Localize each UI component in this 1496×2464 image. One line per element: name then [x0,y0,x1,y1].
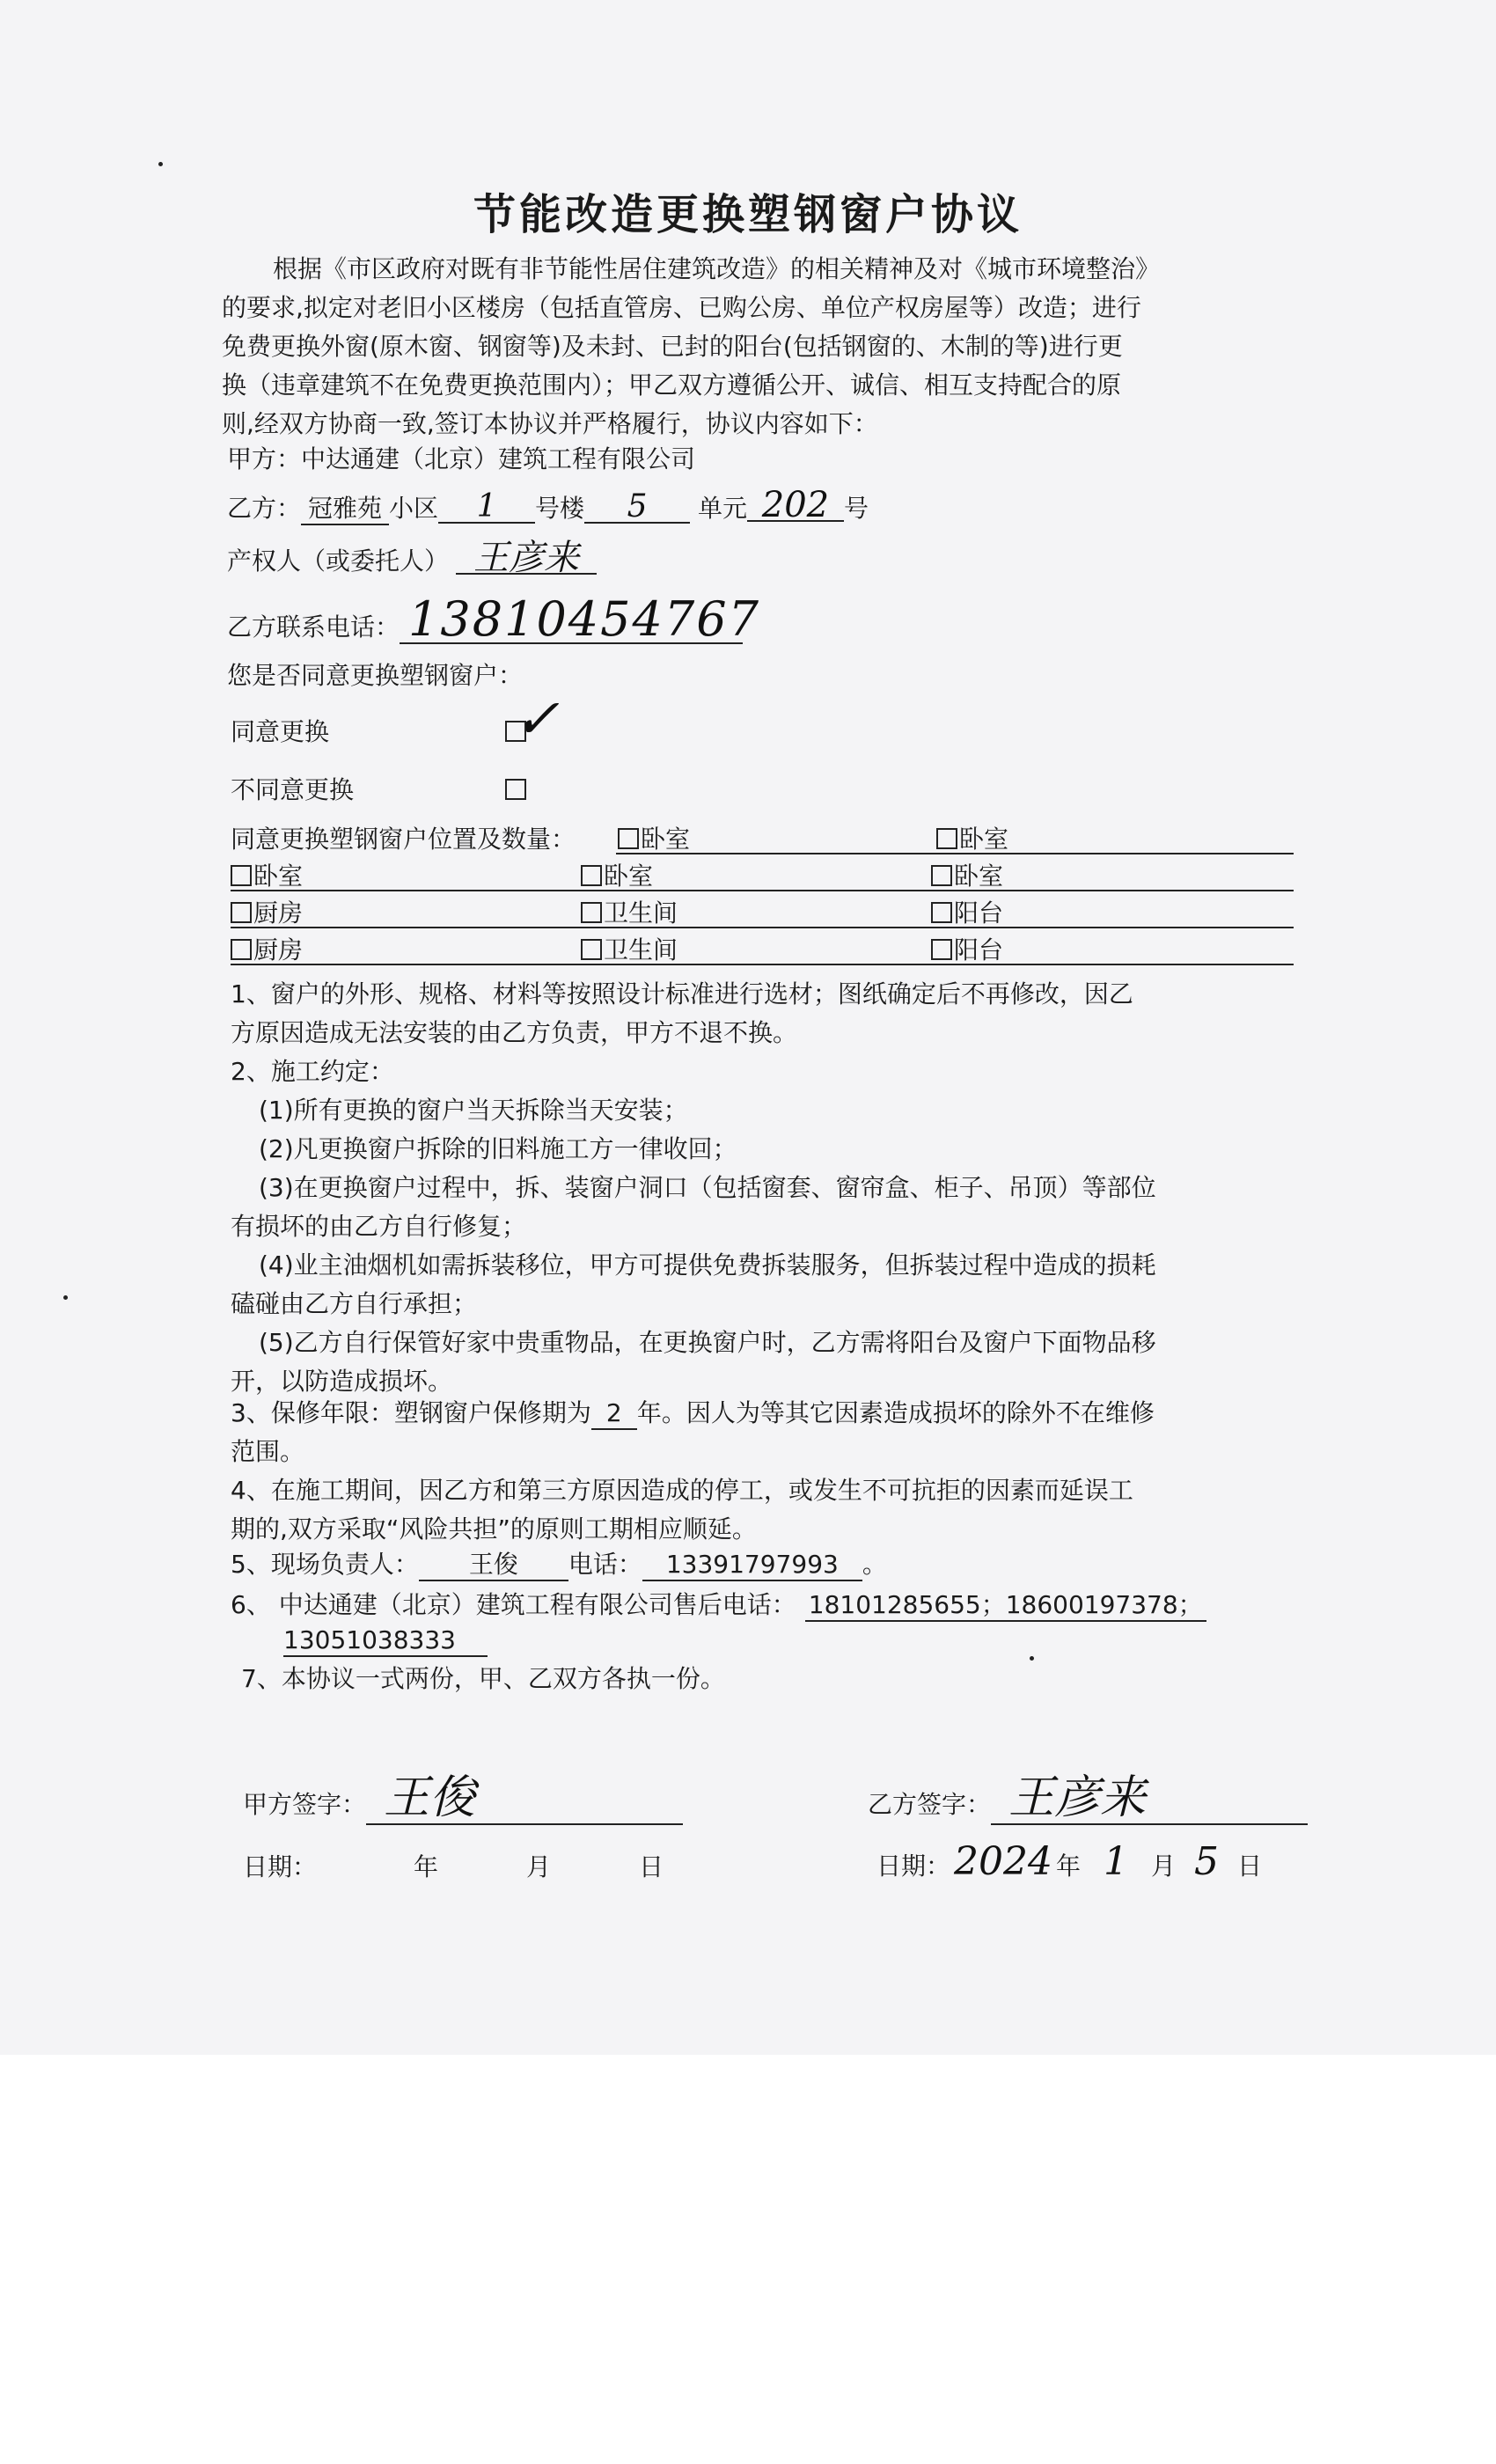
disagree-checkbox[interactable] [505,771,528,810]
window-option-label: 阳台 [954,935,1004,964]
clause-3-line-2: 范围。 [231,1437,305,1466]
windows-label: 同意更换塑钢窗户位置及数量： [231,825,576,854]
party-b-line [227,485,869,528]
agree-checkmark: ✓ [514,686,560,751]
date-b-year: 年 [1056,1852,1082,1881]
window-option-label: 厨房 [253,935,304,964]
disagree-box[interactable] [505,779,526,800]
clause-2-1: (1)所有更换的窗户当天拆除当天安装； [259,1096,688,1125]
window-option-label: 阳台 [954,898,1004,928]
after-sales-phone-field: 13051038333 [283,1625,488,1657]
site-manager-phone-field: 13391797993 [642,1550,862,1581]
window-option-label: 卫生间 [604,935,678,964]
clause-2-5-line-1: (5)乙方自行保管好家中贵重物品，在更换窗户时，乙方需将阳台及窗户下面物品移 [259,1328,1156,1357]
clause-4-line-1: 4、在施工期间，因乙方和第三方原因造成的停工，或发生不可抗拒的因素而延误工 [231,1476,1133,1505]
question: 您是否同意更换塑钢窗户： [227,661,524,690]
date-b-label: 日期： [876,1852,951,1881]
window-option-label: 卧室 [253,862,304,891]
window-option-label: 卧室 [604,862,654,891]
clause-2-4-line-1: (4)业主油烟机如需拆装移位，甲方可提供免费拆装服务，但拆装过程中造成的损耗 [259,1250,1156,1280]
clause-3-suffix: 年。因人为等其它因素造成损坏的除外不在维修 [636,1398,1155,1427]
clause-6-prefix: 6、 中达通建（北京）建筑工程有限公司售后电话： [231,1590,796,1619]
party-a: 甲方：中达通建（北京）建筑工程有限公司 [227,444,696,473]
phone-handwritten: 13810454767 [400,597,743,644]
window-box[interactable] [581,865,602,886]
window-box[interactable] [931,939,952,960]
disagree-label: 不同意更换 [231,775,355,804]
window-option-label: 卧室 [954,862,1004,891]
clause-2-5-line-2: 开，以防造成损坏。 [231,1367,453,1396]
date-b-day: 日 [1237,1852,1263,1881]
scan-speck [1030,1656,1034,1661]
clause-4-line-2: 期的,双方采取“风险共担”的原则工期相应顺延。 [231,1514,757,1544]
date-a-day: 日 [639,1852,664,1881]
clause-5 [231,1545,887,1584]
party-b-label: 乙方： [227,494,302,523]
clause-5-prefix: 5、现场负责人： [231,1550,419,1579]
clause-1-line-1: 1、窗户的外形、规格、材料等按照设计标准进行选材；图纸确定后不再修改，因乙 [231,979,1133,1008]
warranty-years-field: 2 [591,1398,637,1430]
clause-3-line-1 [231,1394,1155,1433]
table-line [616,853,1294,854]
party-b-sign-label: 乙方签字： [868,1790,992,1819]
scan-speck [158,162,163,166]
intro-line-2: 的要求,拟定对老旧小区楼房（包括直管房、已购公房、单位产权房屋等）改造；进行 [222,293,1141,322]
owner-signature: 王彦来 [456,543,597,575]
community-field: 冠雅苑 [301,494,389,525]
clause-2-3-line-1: (3)在更换窗户过程中，拆、装窗户洞口（包括窗套、窗帘盒、柜子、吊顶）等部位 [259,1173,1156,1202]
window-option-label: 卧室 [641,825,691,854]
window-box[interactable] [231,865,252,886]
date-b-day-value: 5 [1194,1839,1220,1884]
phone-label: 乙方联系电话： [227,612,400,642]
building-field: 1 [438,492,535,524]
clause-3-prefix: 3、保修年限：塑钢窗户保修期为 [231,1398,591,1427]
phone-line [227,591,760,647]
party-b-sign-line [868,1772,1308,1825]
intro-line-5: 则,经双方协商一致,签订本协议并严格履行，协议内容如下： [222,409,878,438]
scan-speck [63,1295,68,1300]
site-manager-field: 王俊 [419,1550,568,1581]
clause-2-4-line-2: 磕碰由乙方自行承担； [231,1289,478,1318]
party-b-date [876,1839,1263,1886]
window-option-label: 厨房 [253,898,304,928]
window-box[interactable] [618,828,639,849]
clause-5-phone-label: 电话： [568,1550,642,1579]
table-line [231,964,1294,965]
party-a-sign-line [243,1772,683,1825]
owner-line [227,538,597,581]
intro-line-4: 换（违章建筑不在免费更换范围内）；甲乙双方遵循公开、诚信、相互支持配合的原 [222,370,1122,400]
party-a-signature: 王俊 [366,1772,683,1825]
agree-label: 同意更换 [231,717,330,746]
intro-line-1: 根据《市区政府对既有非节能性居住建筑改造》的相关精神及对《城市环境整治》 [273,254,1161,283]
intro-line-3: 免费更换外窗(原木窗、钢窗等)及未封、已封的阳台(包括钢窗的、木制的等)进行更 [222,332,1123,361]
unit-suffix: 单元 [697,494,747,523]
table-line [231,890,1294,891]
table-line [231,927,1294,928]
after-sales-phones-field: 18101285655；18600197378； [805,1590,1206,1622]
party-a-sign-label: 甲方签字： [243,1790,367,1819]
window-box[interactable] [931,902,952,923]
clause-2: 2、施工约定： [231,1057,394,1086]
window-option-label: 卫生间 [604,898,678,928]
unit-field: 5 [584,492,690,524]
window-box[interactable] [581,902,602,923]
window-option-label: 卧室 [959,825,1009,854]
date-b-month-value: 1 [1104,1839,1129,1884]
date-b-month: 月 [1151,1852,1177,1881]
date-a-month: 月 [526,1852,552,1881]
party-a-date [243,1848,664,1887]
date-a-label: 日期： [243,1852,318,1881]
window-box[interactable] [581,939,602,960]
clause-5-end: 。 [862,1550,887,1579]
document-title: 节能改造更换塑钢窗户协议 [473,190,1023,239]
date-a-year: 年 [414,1852,439,1881]
window-box[interactable] [231,902,252,923]
room-suffix: 号 [843,494,869,523]
party-b-signature: 王彦来 [991,1772,1308,1825]
window-box[interactable] [931,865,952,886]
owner-label: 产权人（或委托人） [227,546,450,576]
window-box[interactable] [936,828,957,849]
clause-2-2: (2)凡更换窗户拆除的旧料施工方一律收回； [259,1134,737,1163]
building-suffix: 号楼 [535,494,585,523]
clause-6-line-2 [283,1621,488,1660]
community-suffix: 小区 [389,494,439,523]
window-box[interactable] [231,939,252,960]
clause-6-line-1 [231,1586,1206,1624]
date-b-year-value: 2024 [954,1839,1052,1884]
room-field: 202 [747,490,844,522]
clause-1-line-2: 方原因造成无法安装的由乙方负责，甲方不退不换。 [231,1018,798,1047]
clause-7: 7、本协议一式两份，甲、乙双方各执一份。 [241,1664,725,1693]
clause-2-3-line-2: 有损坏的由乙方自行修复； [231,1212,527,1241]
